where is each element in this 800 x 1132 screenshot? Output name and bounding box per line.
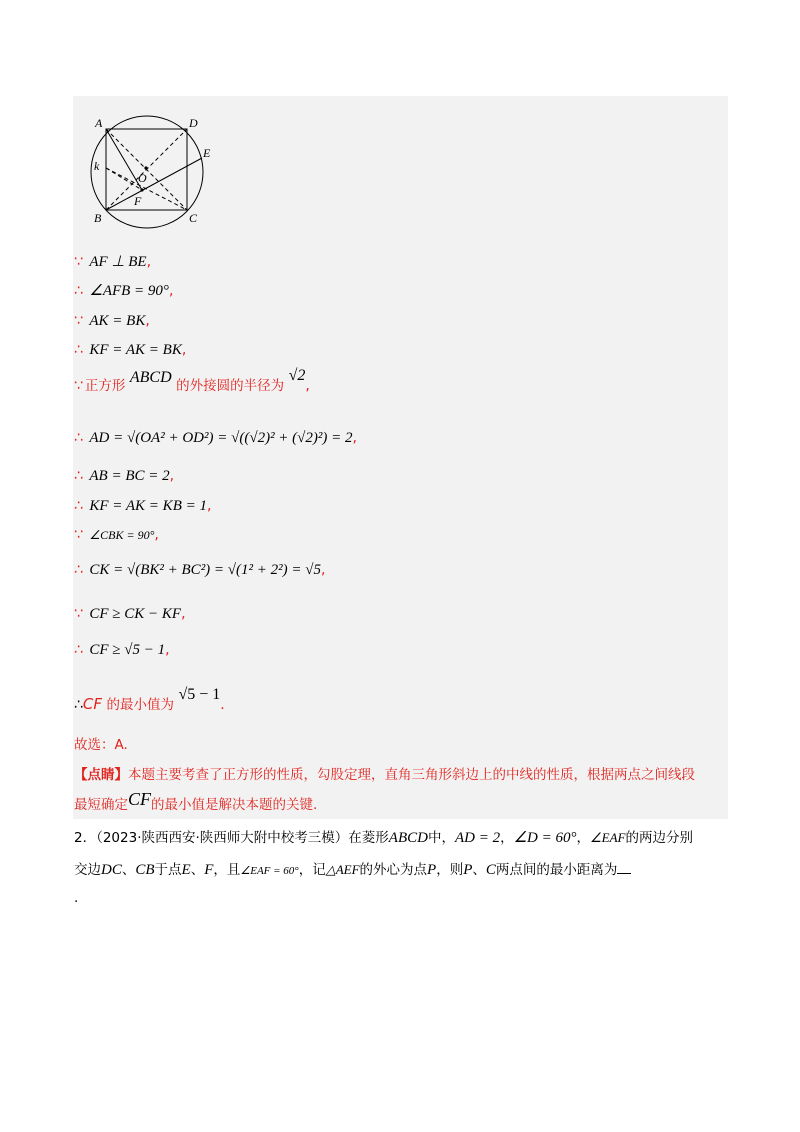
step-4 bbox=[74, 340, 186, 360]
step-12-expr: CF ≥ √5 − 1 bbox=[89, 642, 166, 658]
q-angle-d: ∠D = 60° bbox=[513, 830, 577, 846]
label-a: A bbox=[95, 116, 103, 130]
step-2 bbox=[74, 281, 173, 301]
choice-line bbox=[74, 735, 128, 755]
therefore-symbol: ∴ bbox=[74, 562, 83, 578]
step-4-expr: KF = AK = BK bbox=[89, 342, 182, 358]
answer-blank[interactable] bbox=[617, 861, 631, 874]
comment-line-2 bbox=[74, 789, 318, 815]
step-10-tail: , bbox=[321, 562, 326, 578]
step-12 bbox=[74, 640, 170, 660]
q-text-mid2: ， bbox=[500, 830, 514, 846]
q2-text-e2: ，且 bbox=[213, 862, 241, 878]
step-10 bbox=[74, 560, 325, 580]
because-symbol: ∵ bbox=[74, 254, 83, 270]
step-13-tail: . bbox=[220, 697, 225, 713]
step-2-tail: , bbox=[168, 283, 174, 299]
q2-text-c: 于点 bbox=[154, 862, 182, 878]
step-13-value: √5 − 1 bbox=[178, 686, 221, 703]
comment-tag: 【点睛】 bbox=[74, 767, 128, 783]
label-b: B bbox=[94, 211, 102, 225]
step-12-tail: , bbox=[165, 642, 170, 658]
point-f bbox=[140, 188, 143, 191]
q2-cb: CB bbox=[135, 862, 155, 878]
q2-text-d: 、 bbox=[190, 862, 205, 878]
q2-angle: ∠EAF = 60° bbox=[240, 865, 299, 877]
comment-line-1 bbox=[74, 765, 695, 785]
step-9-expr: ∠CBK = 90° bbox=[89, 528, 155, 542]
q2-text-i: ，则 bbox=[436, 862, 464, 878]
q2-text-g: ，记 bbox=[298, 862, 326, 878]
step-5-tail: , bbox=[305, 378, 310, 394]
answer-choice: 故选：A. bbox=[74, 737, 128, 753]
question-source: （2023·陕西西安·陕西师大附中校考三模）在菱形 bbox=[96, 830, 389, 846]
therefore-symbol: ∴ bbox=[74, 283, 83, 299]
step-13 bbox=[74, 686, 225, 715]
q-ad: AD = 2 bbox=[454, 830, 501, 846]
step-7-tail: , bbox=[169, 468, 175, 484]
step-1-expr: AF ⊥ BE bbox=[89, 254, 147, 270]
label-f: F bbox=[134, 194, 142, 208]
step-11-expr: CF ≥ CK − KF bbox=[89, 606, 182, 622]
step-3-expr: AK = BK bbox=[89, 313, 146, 329]
label-d: D bbox=[189, 116, 198, 130]
comment-text-1: 本题主要考查了正方形的性质，勾股定理，直角三角形斜边上的中线的性质，根据两点之间线段 bbox=[128, 767, 695, 783]
q2-dc: DC bbox=[101, 862, 122, 878]
therefore-symbol: ∴ bbox=[74, 468, 83, 484]
step-11 bbox=[74, 604, 186, 624]
step-5-text-b: 的外接圆的半径为 bbox=[176, 378, 285, 394]
comment-expr: CF bbox=[128, 789, 152, 809]
step-7 bbox=[74, 466, 174, 486]
q2-triangle: △AEF bbox=[325, 862, 360, 877]
step-9 bbox=[74, 525, 159, 545]
geometry-figure bbox=[82, 110, 232, 230]
q2-text-a: 交边 bbox=[74, 862, 101, 878]
q-text-mid3: ， bbox=[576, 830, 590, 846]
step-11-tail: , bbox=[181, 606, 186, 622]
step-6 bbox=[74, 428, 357, 448]
step-6-tail: , bbox=[352, 430, 357, 446]
step-3-tail: , bbox=[145, 313, 150, 329]
q-text-end1: 的两边分别 bbox=[625, 830, 693, 846]
question-2-line-1 bbox=[74, 826, 693, 847]
q2-c2: C bbox=[485, 862, 496, 878]
step-8-expr: KF = AK = KB = 1 bbox=[89, 498, 207, 514]
label-o: O bbox=[138, 171, 147, 185]
therefore-symbol: ∴ bbox=[74, 642, 83, 658]
because-symbol: ∵ bbox=[74, 378, 83, 394]
because-symbol: ∵ bbox=[74, 527, 83, 543]
step-5-value: √2 bbox=[288, 367, 306, 384]
step-7-expr: AB = BC = 2 bbox=[89, 468, 170, 484]
point-o bbox=[144, 166, 147, 169]
step-3 bbox=[74, 311, 150, 331]
step-9-tail: , bbox=[154, 527, 159, 543]
step-8 bbox=[74, 496, 211, 516]
q2-text-h: 的外心为点 bbox=[359, 862, 428, 878]
label-k: k bbox=[94, 159, 100, 173]
because-symbol: ∵ bbox=[74, 606, 83, 622]
step-13-text: 的最小值为 bbox=[106, 697, 174, 713]
therefore-symbol: ∴ bbox=[74, 498, 83, 514]
q2-text-k: 两点间的最小距离为 bbox=[495, 862, 618, 878]
step-8-tail: , bbox=[206, 498, 212, 514]
step-5-expr: ABCD bbox=[129, 369, 172, 386]
q-abcd: ABCD bbox=[388, 830, 428, 846]
therefore-symbol: ∴ bbox=[74, 342, 83, 358]
segment-be bbox=[106, 158, 202, 210]
step-1-tail: , bbox=[146, 254, 152, 270]
comment-text-2b: 的最小值是解决本题的关键. bbox=[151, 797, 318, 813]
q2-p2: P bbox=[463, 862, 473, 878]
step-6-expr: AD = √(OA² + OD²) = √((√2)² + (√2)²) = 2 bbox=[89, 430, 353, 446]
label-c: C bbox=[189, 211, 198, 225]
step-4-tail: , bbox=[181, 342, 187, 358]
question-2-line-2 bbox=[74, 858, 631, 879]
step-13-expr: CF bbox=[82, 695, 103, 713]
q2-e: E bbox=[181, 862, 191, 878]
q2-p: P bbox=[427, 862, 437, 878]
step-1 bbox=[74, 252, 151, 272]
question-2-line-3 bbox=[74, 890, 78, 906]
because-symbol: ∵ bbox=[74, 313, 83, 329]
q2-text-j: 、 bbox=[472, 862, 486, 878]
q-angle-eaf: ∠EAF bbox=[590, 830, 626, 845]
step-10-expr: CK = √(BK² + BC²) = √(1² + 2²) = √5 bbox=[89, 562, 321, 578]
step-5-text-a: 正方形 bbox=[84, 378, 126, 394]
therefore-symbol: ∴ bbox=[74, 697, 83, 713]
q2-f: F bbox=[204, 862, 214, 878]
q-text-mid1: 中， bbox=[427, 830, 455, 846]
therefore-symbol: ∴ bbox=[74, 430, 83, 446]
question-number: 2． bbox=[74, 830, 97, 846]
q2-text-b: 、 bbox=[121, 862, 136, 878]
step-5 bbox=[74, 367, 310, 396]
q3-period: . bbox=[74, 890, 79, 906]
comment-text-2a: 最短确定 bbox=[74, 797, 128, 813]
label-e: E bbox=[203, 146, 211, 160]
step-2-expr: ∠AFB = 90° bbox=[89, 283, 169, 299]
